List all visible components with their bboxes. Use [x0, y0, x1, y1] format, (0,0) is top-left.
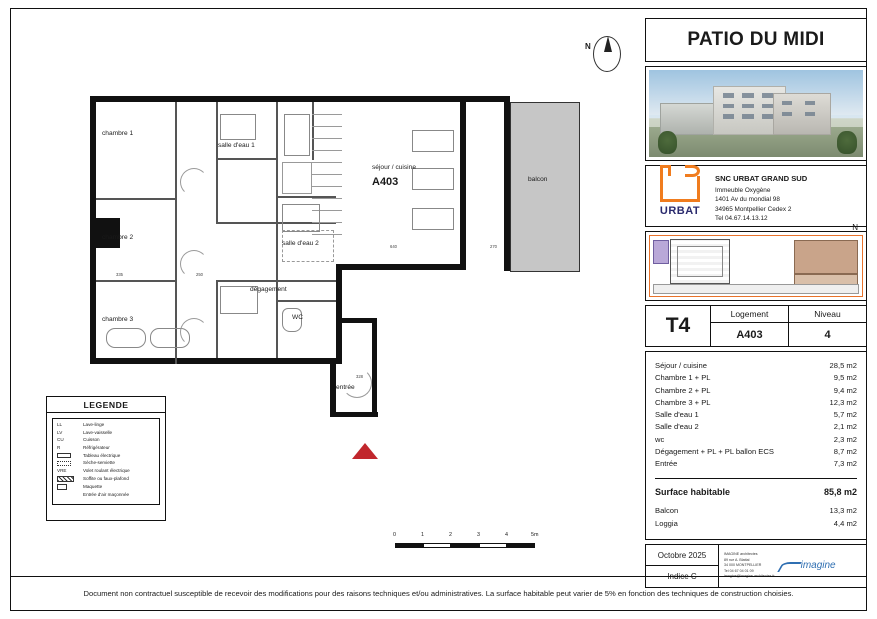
area-label: Chambre 1 + PL [655, 373, 711, 383]
legend-key: VRE [57, 468, 67, 474]
partition-wc-top [278, 300, 336, 302]
urbat-wordmark: URBAT [659, 204, 701, 217]
legend-key: R [57, 445, 61, 451]
logement-column [711, 306, 789, 346]
legend-key: LV [57, 429, 63, 435]
unit-type-table [645, 305, 867, 347]
legend-item [57, 453, 155, 459]
area-row [655, 421, 857, 433]
project-title-box [645, 18, 867, 62]
legend-key: LL [57, 422, 63, 427]
scale-tick-2: 2 [449, 532, 452, 538]
scale-tick-5: 5m [531, 532, 539, 538]
towel-warmer-icon [57, 461, 83, 466]
areas-divider [655, 478, 857, 479]
room-label-salle-deau-2: salle d'eau 2 [282, 240, 319, 247]
partition-chambre1-right [175, 102, 177, 224]
scale-tick-1: 1 [421, 532, 424, 538]
habitable-value: 85,8 m2 [823, 486, 857, 497]
area-value: 12,3 m2 [829, 397, 857, 407]
wall-mid-horz [336, 264, 466, 270]
building-photo-box [645, 66, 867, 161]
architect-line: 89 rue A. Blattal [724, 557, 750, 562]
developer-name: SNC URBAT GRAND SUD [715, 174, 808, 183]
area-value: 8,7 m2 [833, 447, 857, 457]
scale-segment [479, 543, 507, 548]
scale-tick-3: 3 [477, 532, 480, 538]
developer-address-line: 1401 Av du mondial 98 [715, 196, 780, 204]
room-label-wc: WC [292, 314, 303, 321]
scale-bar [395, 533, 555, 555]
area-label: Salle d'eau 2 [655, 422, 699, 432]
minimap-unit-highlight [653, 240, 669, 264]
area-value: 5,7 m2 [833, 410, 857, 420]
areas-table [645, 351, 867, 540]
legend-item [57, 430, 155, 436]
mockup-icon [57, 484, 83, 490]
photo-tree [658, 131, 677, 154]
area-row [655, 446, 857, 458]
extra-value: 13,3 m2 [829, 506, 857, 516]
shower-fixture-1 [220, 114, 256, 140]
minimap-north-label: N [852, 223, 858, 232]
minimap-floor-outline [670, 239, 730, 284]
partition-ch3-right [216, 282, 218, 358]
developer-info [715, 171, 860, 223]
niveau-column [789, 306, 866, 346]
area-row [655, 434, 857, 446]
furniture-table-3 [412, 208, 454, 230]
legend-item [57, 468, 155, 474]
room-label-salle-deau-1: salle d'eau 1 [218, 142, 255, 149]
legend-item [57, 484, 155, 490]
area-value: 7,3 m2 [833, 459, 857, 469]
electrical-panel-icon [57, 453, 83, 458]
site-key-plan [649, 223, 863, 297]
legend-item [57, 445, 155, 451]
developer-address-line: 34965 Montpellier Cedex 2 [715, 205, 792, 213]
extra-row [655, 518, 857, 530]
entrance-direction-marker [352, 443, 378, 459]
legend-label: Entrée d'air maçonnée [83, 492, 130, 498]
scale-segment [451, 543, 479, 548]
wall-entry-top [342, 318, 376, 323]
balcony-area [510, 102, 580, 272]
area-label: Séjour / cuisine [655, 361, 707, 370]
room-label-chambre-3: chambre 3 [102, 316, 134, 323]
architect-logo [780, 559, 836, 573]
architect-line: IMAGINE architectes [724, 552, 758, 557]
room-label-entree: entrée [336, 384, 355, 391]
area-row [655, 372, 857, 384]
bath-fixture [284, 114, 310, 156]
extra-label: Loggia [655, 518, 678, 528]
urbat-mark-icon [660, 176, 700, 202]
wall-top [90, 96, 510, 102]
site-key-plan-box [645, 223, 867, 301]
architect-line: imagine@imagine-architectes.fr [724, 573, 775, 578]
partition-wc-left [276, 282, 278, 358]
area-label: Entrée [655, 459, 678, 469]
furniture-bed-3 [106, 328, 146, 348]
legend-items [52, 418, 160, 505]
photo-building-left [660, 103, 718, 135]
legend-label: Réfrigérateur [83, 445, 110, 451]
legend-item [57, 422, 155, 428]
area-row [655, 409, 857, 421]
area-label: Salle d'eau 1 [655, 410, 699, 420]
air-inlet-icon [57, 491, 83, 499]
legend-item [57, 491, 155, 499]
revision-indice: Indice C [667, 572, 697, 582]
area-label: Chambre 2 + PL [655, 385, 711, 395]
developer-phone: Tel 04.67.14.13.12 [715, 214, 768, 222]
room-label-sejour-cuisine: séjour / cuisine [372, 164, 416, 171]
partition-sde1-bottom [216, 158, 276, 160]
extra-value: 4,4 m2 [833, 518, 857, 528]
wall-entry-right [372, 318, 377, 416]
niveau-header: Niveau [789, 306, 866, 323]
shower-fixture-2 [282, 204, 320, 232]
photo-tree [837, 131, 856, 154]
room-label-balcon: balcon [528, 176, 548, 183]
furniture-table-1 [412, 130, 454, 152]
disclaimer-text: Document non contractuel susceptible de recevoir des modifications pour des raisons techniques et/ou administratives. La surface habitable peut varier de 5% en fonction des techniques de construction choisies. [83, 589, 794, 598]
area-row [655, 385, 857, 397]
building-photo [649, 70, 863, 157]
minimap-street [653, 284, 859, 294]
wall-right-inner [460, 102, 466, 270]
scale-segment [423, 543, 451, 548]
area-label: wc [655, 434, 665, 444]
legend-item [57, 460, 155, 466]
area-row [655, 397, 857, 409]
legend-item [57, 437, 155, 443]
room-label-degagement: dégagement [250, 286, 287, 293]
architect-line: 34 000 MONTPELLIER [724, 563, 762, 568]
legend-item [57, 476, 155, 482]
habitable-row [655, 485, 857, 500]
legend-box [46, 396, 166, 521]
logement-header: Logement [711, 306, 788, 323]
scale-tick-0: 0 [393, 532, 396, 538]
extra-label: Balcon [655, 506, 679, 516]
partition-sde-right [276, 102, 278, 282]
area-row [655, 360, 857, 372]
area-value: 2,3 m2 [833, 434, 857, 444]
legend-key: CU [57, 437, 64, 443]
legend-label: Maquette [83, 483, 103, 489]
extra-row [655, 505, 857, 517]
info-column [645, 18, 867, 582]
wall-left-notch [90, 218, 120, 248]
room-label-chambre-1: chambre 1 [102, 130, 134, 137]
area-label: Dégagement + PL + PL ballon ECS [655, 447, 774, 457]
urbat-logo [652, 171, 708, 221]
legend-title: LEGENDE [47, 397, 165, 413]
area-value: 9,5 m2 [833, 373, 857, 383]
photo-building-right [773, 93, 831, 135]
compass-north-label: N [585, 42, 591, 51]
minimap-block-a [794, 240, 858, 274]
developer-box [645, 165, 867, 227]
page-title: PATIO DU MIDI [687, 29, 825, 50]
revision-date: Octobre 2025 [646, 545, 718, 567]
legend-label: Volet roulant électrique [83, 468, 130, 474]
wall-mid-vert [336, 264, 342, 364]
apartment-plan: 335 250 640 270 328 chambre 1 salle d'eau 1 séjour / cuisine balcon chambre 2 salle d'eau 2 dégagement chambre 3 WC entrée A403 [20, 18, 635, 570]
scale-segment [395, 543, 423, 548]
furniture-table-2 [412, 168, 454, 190]
area-value: 2,1 m2 [833, 422, 857, 432]
area-value: 28,5 m2 [829, 361, 857, 370]
legend-label: Lave-linge [83, 422, 105, 427]
legend-label: Sèche-serviette [83, 460, 115, 466]
scale-tick-4: 4 [505, 532, 508, 538]
legend-label: Lave-vaisselle [83, 429, 113, 435]
apartment-number-label: A403 [372, 176, 399, 188]
logement-value: A403 [736, 328, 763, 341]
habitable-label: Surface habitable [655, 486, 731, 497]
partition-chambre1-bottom [96, 198, 176, 200]
unit-type-value: T4 [646, 306, 711, 346]
developer-address-line: Immeuble Oxygène [715, 187, 771, 194]
soffit-hatch-icon [57, 476, 83, 482]
room-label-chambre-2: chambre 2 [102, 234, 134, 241]
partition-hall-left [216, 102, 218, 222]
area-label: Chambre 3 + PL [655, 397, 711, 407]
wall-bottom-left [90, 358, 340, 364]
architect-name: imagine [800, 560, 836, 572]
partition-kitchen-left [312, 102, 314, 160]
closet-sde [282, 162, 312, 194]
wall-entry-bottom [330, 412, 378, 417]
partition-chambre2-bottom [96, 280, 176, 282]
area-value: 9,4 m2 [833, 385, 857, 395]
niveau-value: 4 [824, 328, 831, 341]
legend-label: Soffite ou faux-plafond [83, 475, 129, 481]
architect-line: Tel 04 67 04 01 09 [724, 568, 754, 573]
area-row [655, 458, 857, 470]
wall-left-lower [90, 244, 96, 364]
bird-icon [780, 559, 798, 573]
wall-left-upper [90, 96, 96, 226]
scale-segment [507, 543, 535, 548]
legend-label: Cuisson [83, 437, 100, 443]
legend-label: Tableau électrique [83, 452, 121, 458]
